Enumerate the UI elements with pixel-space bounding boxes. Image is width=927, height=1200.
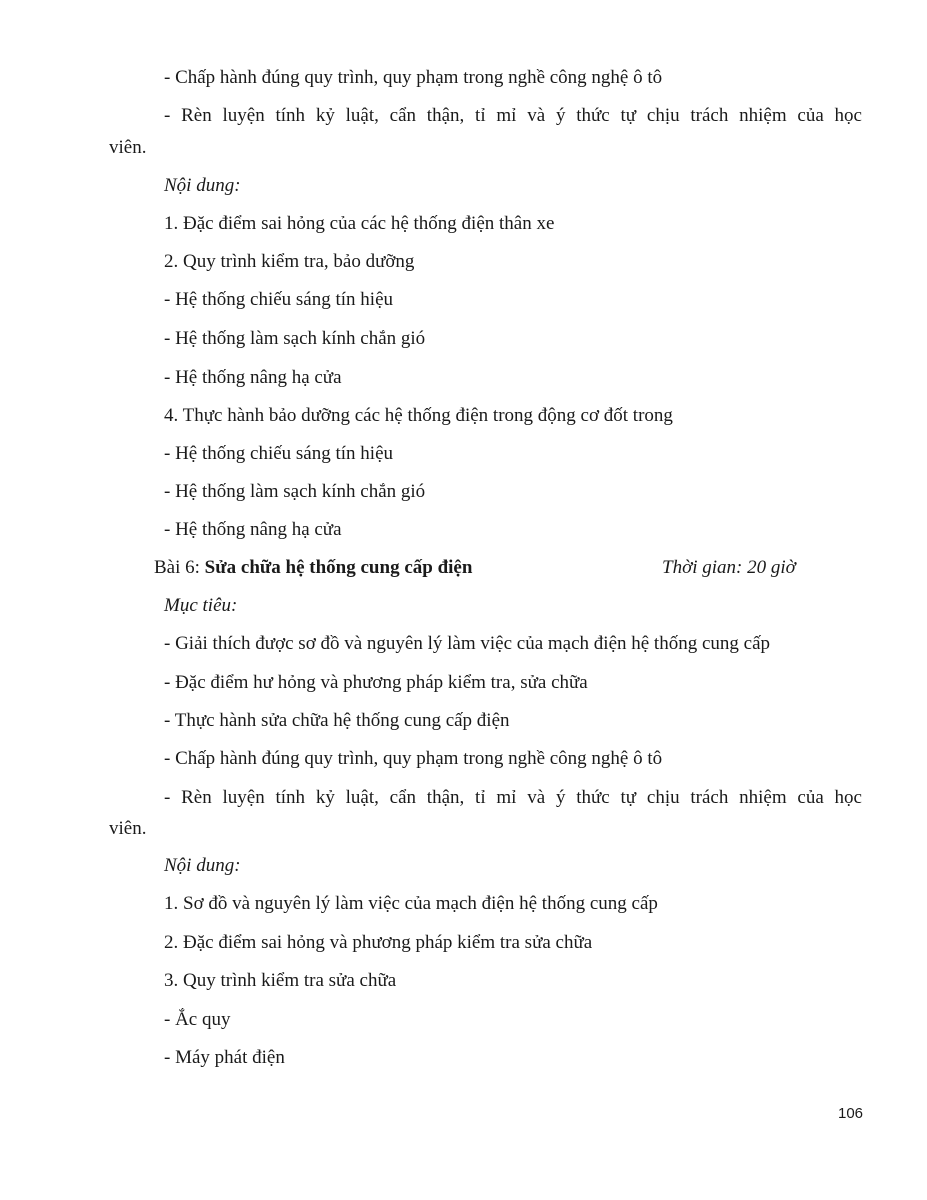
content-item: 3. Quy trình kiểm tra sửa chữa (164, 970, 397, 991)
goal-line: - Giải thích được sơ đồ và nguyên lý làm việc của mạch điện hệ thống cung cấp (164, 633, 771, 654)
goal-line-continuation: viên. (109, 818, 147, 839)
content-item: 1. Đặc điểm sai hỏng của các hệ thống điện thân xe (164, 213, 555, 234)
content-item: - Ắc quy (164, 1009, 231, 1030)
content-item: - Hệ thống chiếu sáng tín hiệu (164, 289, 394, 310)
page-number: 106 (838, 1105, 864, 1122)
lesson-time: Thời gian: 20 giờ (662, 557, 796, 578)
content-item: - Máy phát điện (164, 1047, 285, 1068)
content-item: - Hệ thống làm sạch kính chắn gió (164, 328, 426, 349)
content-item: - Hệ thống nâng hạ cửa (164, 367, 342, 388)
goal-line: - Thực hành sửa chữa hệ thống cung cấp điện (164, 710, 510, 731)
lesson-prefix: Bài 6: (154, 557, 205, 578)
lesson-heading (154, 556, 472, 580)
goal-line: - Rèn luyện tính kỷ luật, cẩn thận, tỉ mỉ và ý thức tự chịu trách nhiệm của học (164, 787, 862, 808)
content-item: 4. Thực hành bảo dưỡng các hệ thống điện trong động cơ đốt trong (164, 405, 673, 426)
goal-line-continuation: viên. (109, 137, 147, 158)
content-item: - Hệ thống chiếu sáng tín hiệu (164, 443, 394, 464)
content-heading: Nội dung: (164, 855, 241, 876)
content-item: 1. Sơ đồ và nguyên lý làm việc của mạch điện hệ thống cung cấp (164, 893, 658, 914)
content-item: 2. Đặc điểm sai hỏng và phương pháp kiểm tra sửa chữa (164, 932, 593, 953)
goal-line: - Chấp hành đúng quy trình, quy phạm trong nghề công nghệ ô tô (164, 67, 663, 88)
goal-line: - Rèn luyện tính kỷ luật, cẩn thận, tỉ mỉ và ý thức tự chịu trách nhiệm của học (164, 105, 862, 126)
content-heading: Nội dung: (164, 175, 241, 196)
goal-line: - Chấp hành đúng quy trình, quy phạm trong nghề công nghệ ô tô (164, 748, 663, 769)
content-item: - Hệ thống nâng hạ cửa (164, 519, 342, 540)
content-item: - Hệ thống làm sạch kính chắn gió (164, 481, 426, 502)
goal-line: - Đặc điểm hư hỏng và phương pháp kiểm tra, sửa chữa (164, 672, 588, 693)
goals-heading: Mục tiêu: (164, 595, 238, 616)
lesson-title: Sửa chữa hệ thống cung cấp điện (204, 557, 473, 578)
content-item: 2. Quy trình kiểm tra, bảo dưỡng (164, 251, 415, 272)
